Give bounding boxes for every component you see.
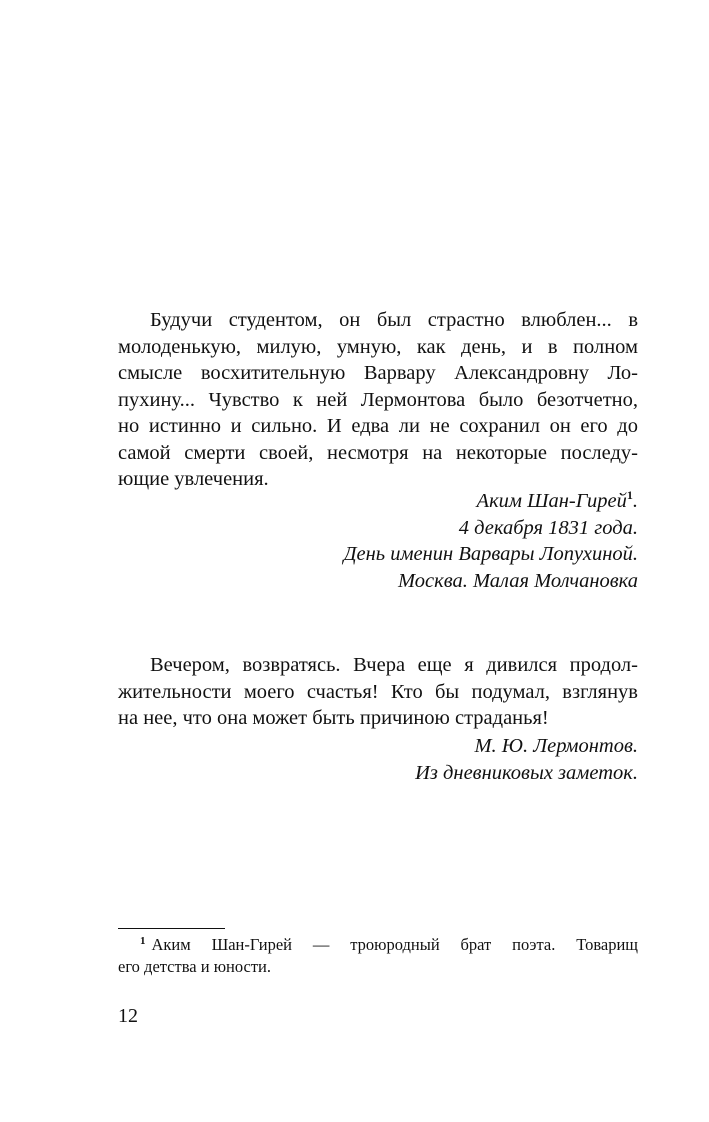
quote-2-line: на нее, что она может быть причиною страданья! xyxy=(118,707,549,729)
signature-1-author: Аким Шан-Гирей xyxy=(476,490,627,512)
page-number: 12 xyxy=(118,1005,138,1027)
signature-2-author: М. Ю. Лермонтов. xyxy=(474,735,638,757)
signature-2-source: Из дневниковых заметок. xyxy=(415,761,638,784)
footnote-divider xyxy=(118,928,225,929)
footnote-text: Аким Шан-Гирей — троюродный брат поэта. Товарищ xyxy=(151,935,638,954)
quote-2-line: Вечером, возвратясь. Вчера еще я дивился продол- xyxy=(150,654,638,676)
quote-2-line: жительности моего счастья! Кто бы подумал, взглянув xyxy=(118,680,638,703)
quote-1-line: смысле восхитительную Варвару Александровну Ло- xyxy=(118,362,638,384)
footnote-reference: 1 xyxy=(626,488,633,503)
footnote-mark: 1 xyxy=(140,934,146,947)
quote-1-line: молоденькую, милую, умную, как день, и в полном xyxy=(118,335,638,358)
footnote-line: его детства и юности. xyxy=(118,957,272,976)
signature-1-occasion: День именин Варвары Лопухиной. xyxy=(343,543,638,565)
quote-1-line: но истинно и сильно. И едва ли не сохранил он его до xyxy=(118,415,638,437)
quote-1-line: самой смерти своей, несмотря на некоторые последу- xyxy=(118,441,638,464)
quote-1-line: Будучи студентом, он был страстно влюблен... в xyxy=(150,309,638,331)
footnote-line xyxy=(118,934,638,956)
signature-1-place: Москва. Малая Молчановка xyxy=(398,569,638,592)
signature-1-block xyxy=(118,488,638,594)
signature-1-date: 4 декабря 1831 года. xyxy=(458,516,638,539)
signature-1 xyxy=(118,488,638,594)
quote-1-paragraph xyxy=(118,307,638,493)
quote-1-line: пухину... Чувство к ней Лермонтова было безотчетно, xyxy=(118,388,638,411)
quote-2-paragraph xyxy=(118,652,638,732)
signature-2 xyxy=(118,733,638,786)
epigraph-quote-1 xyxy=(118,307,638,493)
epigraph-quote-2 xyxy=(118,652,638,732)
signature-1-author-end: . xyxy=(632,490,638,512)
signature-1-author-line xyxy=(118,488,638,515)
signature-2-block xyxy=(118,733,638,786)
quote-1-line: ющие увлечения. xyxy=(118,468,269,490)
footnote xyxy=(118,934,638,978)
